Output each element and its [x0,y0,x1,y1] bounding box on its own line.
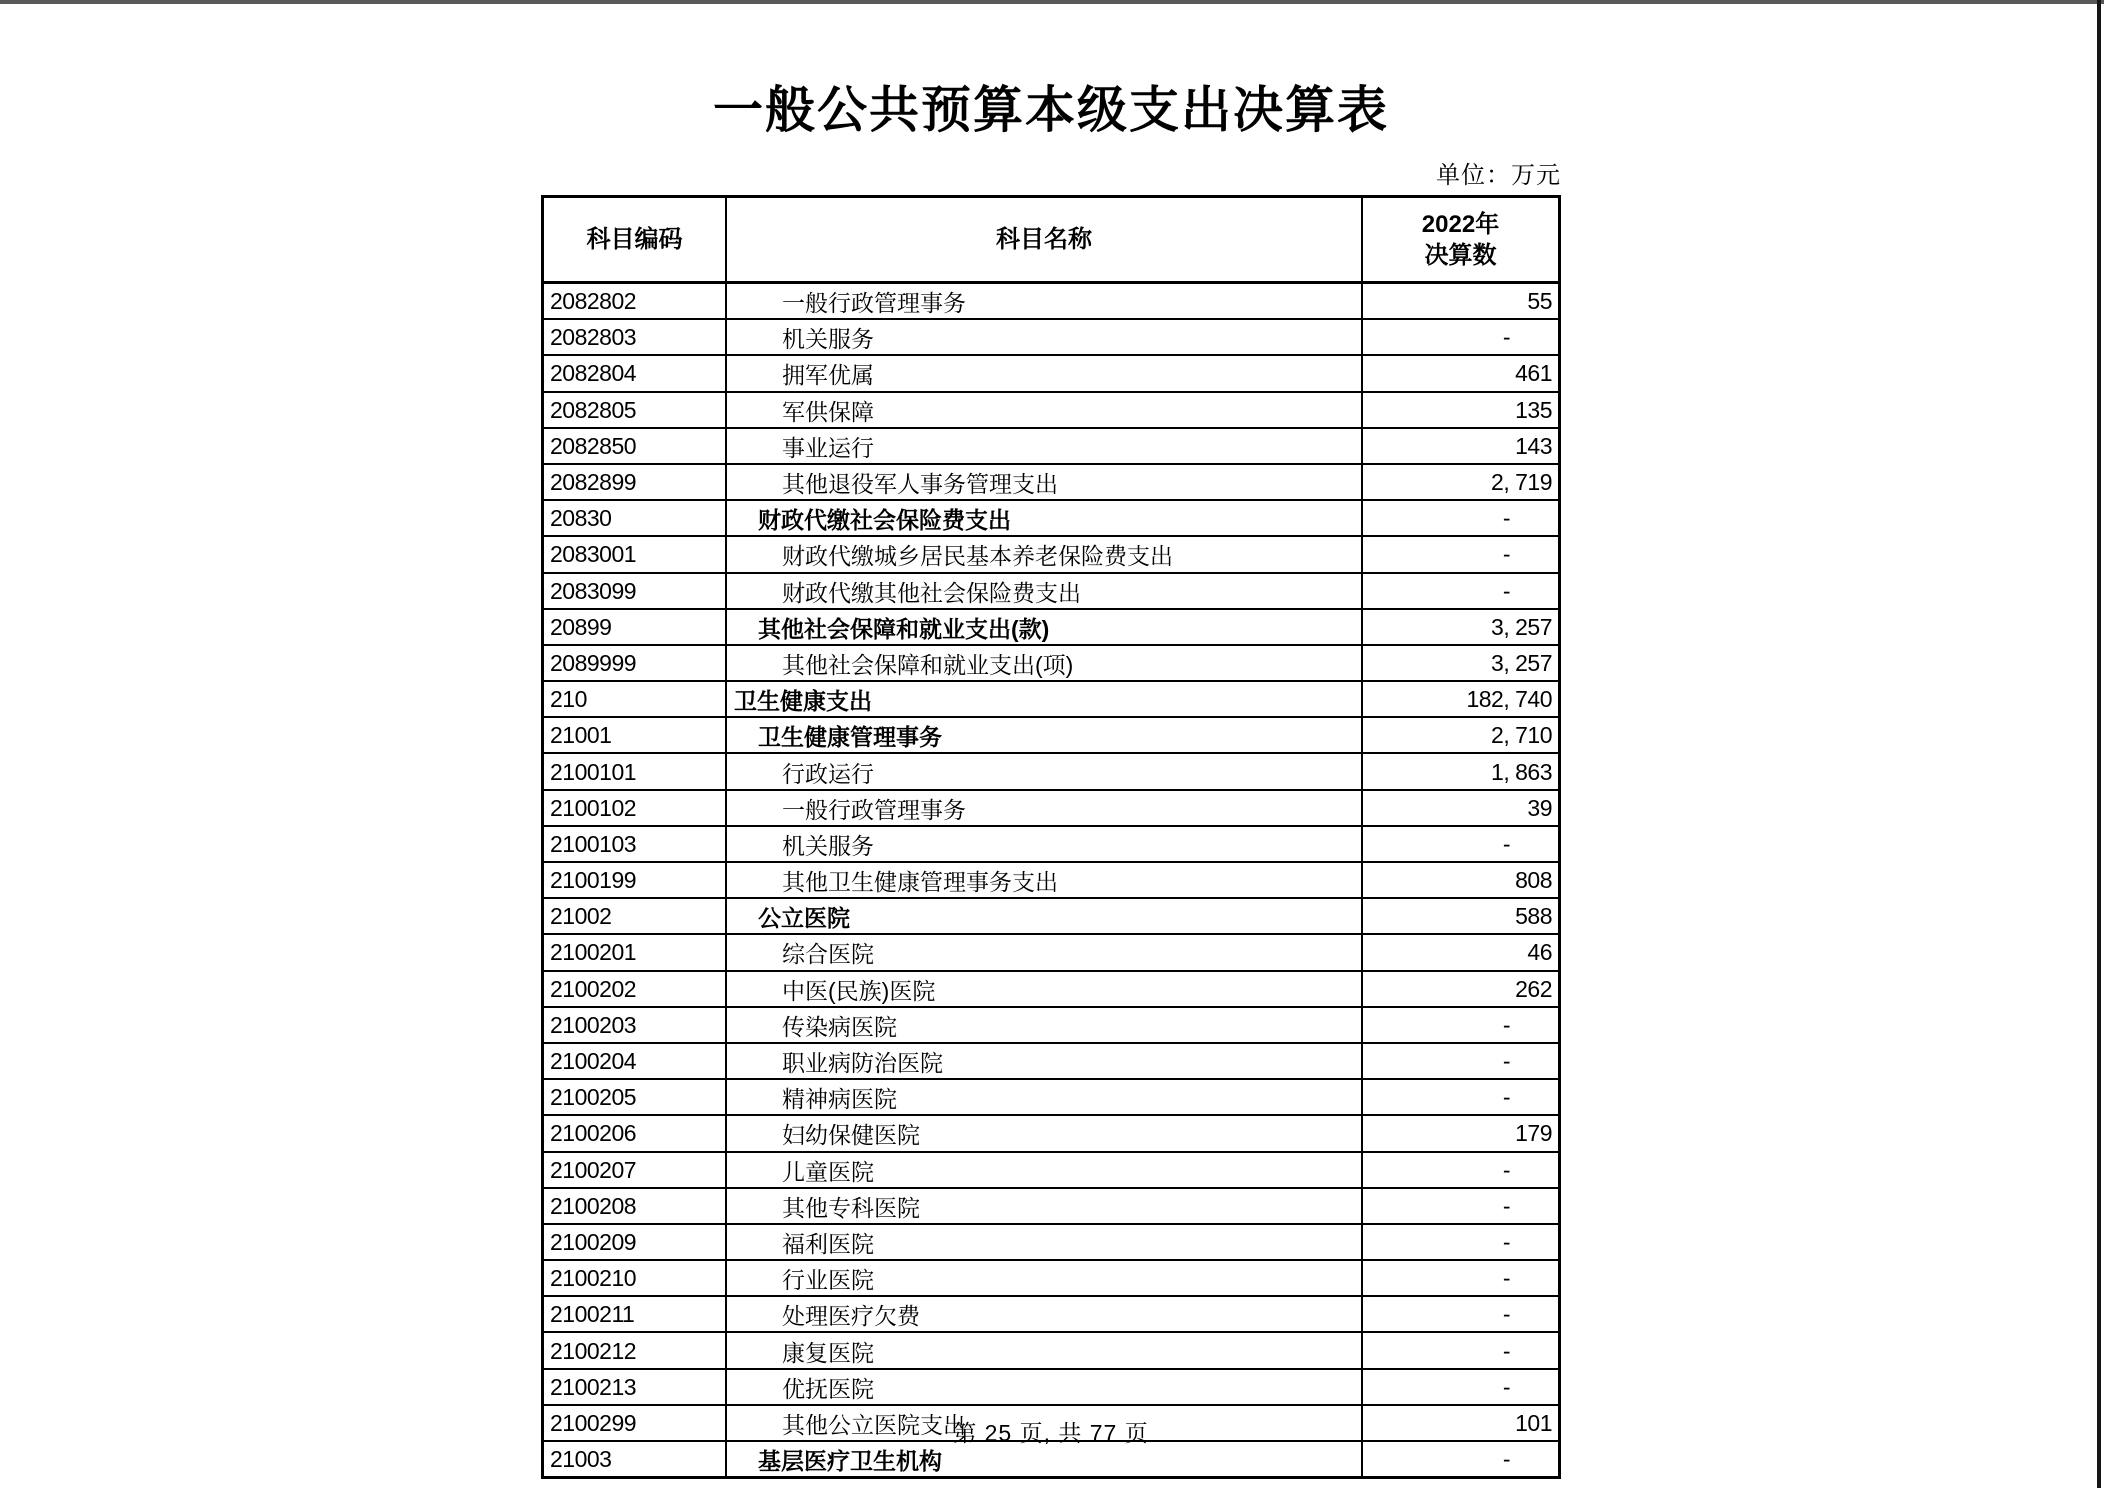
subject-code-cell: 2100209 [544,1225,727,1259]
table-body [544,284,1558,1476]
table-row [544,1225,1558,1261]
subject-name-cell: 其他退役军人事务管理支出 [727,465,1363,499]
amount-cell: - [1502,1192,1510,1219]
window-right-border [2097,0,2101,1488]
table-row [544,1370,1558,1406]
subject-code-cell: 2100102 [544,791,727,825]
amount-cell: 135 [1515,396,1552,423]
subject-code-cell: 2100203 [544,1008,727,1042]
subject-code-cell: 2100201 [544,935,727,969]
table-row [544,1297,1558,1333]
subject-name-cell: 其他社会保障和就业支出(项) [727,646,1363,680]
subject-name-cell: 拥军优属 [727,356,1363,390]
table-row [544,1008,1558,1044]
amount-cell: - [1502,1084,1510,1111]
table-row [544,356,1558,392]
subject-code-cell: 2082803 [544,320,727,354]
subject-name-cell: 职业病防治医院 [727,1044,1363,1078]
subject-name-cell: 行业医院 [727,1261,1363,1295]
amount-cell: - [1502,541,1510,568]
subject-name-cell: 事业运行 [727,429,1363,463]
subject-code-cell: 2083001 [544,537,727,571]
table-row [544,1261,1558,1297]
subject-code-cell: 2100211 [544,1297,727,1331]
table-row [544,501,1558,537]
subject-name-cell: 其他专科医院 [727,1189,1363,1223]
subject-code-cell: 2082804 [544,356,727,390]
subject-name-cell: 传染病医院 [727,1008,1363,1042]
subject-code-cell: 2100207 [544,1153,727,1187]
subject-name-cell: 军供保障 [727,393,1363,427]
subject-name-cell: 机关服务 [727,827,1363,861]
subject-name-cell: 康复医院 [727,1333,1363,1367]
subject-code-cell: 2100213 [544,1370,727,1404]
subject-name-cell: 卫生健康管理事务 [727,718,1363,752]
subject-name-cell: 综合医院 [727,935,1363,969]
amount-cell: - [1502,1446,1510,1473]
table-row [544,610,1558,646]
subject-name-cell: 行政运行 [727,754,1363,788]
amount-cell: 2, 719 [1491,469,1552,496]
amount-cell: 588 [1515,903,1552,930]
table-header-row [544,198,1558,284]
header-amount-label: 决算数 [1424,241,1497,269]
subject-code-cell: 2082850 [544,429,727,463]
subject-code-cell: 210 [544,682,727,716]
subject-name-cell: 精神病医院 [727,1080,1363,1114]
amount-cell: - [1502,577,1510,604]
subject-name-cell: 优抚医院 [727,1370,1363,1404]
amount-cell: 55 [1527,288,1552,315]
subject-code-cell: 2082802 [544,284,727,318]
subject-code-cell: 2100205 [544,1080,727,1114]
amount-cell: 2, 710 [1491,722,1552,749]
subject-code-cell: 2100210 [544,1261,727,1295]
subject-code-cell: 2100206 [544,1116,727,1150]
table-row [544,465,1558,501]
amount-cell: 3, 257 [1491,613,1552,640]
subject-code-cell: 2083099 [544,574,727,608]
subject-code-cell: 2100212 [544,1333,727,1367]
table-row [544,899,1558,935]
header-amount-year: 2022年 [1421,210,1500,238]
table-row [544,935,1558,971]
subject-code-cell: 2100103 [544,827,727,861]
subject-name-cell: 处理医疗欠费 [727,1297,1363,1331]
unit-label: 单位：万元 [1436,162,1561,189]
subject-name-cell: 财政代缴社会保险费支出 [727,501,1363,535]
table-row [544,429,1558,465]
table-row [544,863,1558,899]
amount-cell: 262 [1515,975,1552,1002]
subject-code-cell: 2089999 [544,646,727,680]
header-amount [1363,198,1558,281]
subject-code-cell: 2100199 [544,863,727,897]
amount-cell: 46 [1527,939,1552,966]
amount-cell: - [1502,1011,1510,1038]
subject-name-cell: 其他卫生健康管理事务支出 [727,863,1363,897]
header-subject-code [544,198,727,281]
amount-cell: - [1502,1265,1510,1292]
table-row [544,1116,1558,1152]
subject-name-cell: 妇幼保健医院 [727,1116,1363,1150]
table-row [544,574,1558,610]
subject-name-cell: 一般行政管理事务 [727,284,1363,318]
table-row [544,537,1558,573]
subject-code-cell: 21001 [544,718,727,752]
amount-cell: 808 [1515,867,1552,894]
table-row [544,393,1558,429]
amount-cell: 3, 257 [1491,649,1552,676]
table-row [544,1153,1558,1189]
subject-name-cell: 财政代缴其他社会保险费支出 [727,574,1363,608]
table-row [544,1189,1558,1225]
table-row [544,1044,1558,1080]
subject-name-cell: 儿童医院 [727,1153,1363,1187]
window-top-border [0,0,2104,4]
subject-name-cell: 其他公立医院支出 [727,1406,1363,1440]
table-row [544,791,1558,827]
subject-name-cell: 其他社会保障和就业支出(款) [727,610,1363,644]
table-row [544,754,1558,790]
table-row [544,284,1558,320]
subject-code-cell: 21002 [544,899,727,933]
amount-cell: - [1502,1228,1510,1255]
document-title: 一般公共预算本级支出决算表 [713,82,1389,138]
amount-cell: - [1502,1156,1510,1183]
table-row [544,718,1558,754]
subject-code-cell: 21003 [544,1442,727,1476]
amount-cell: 179 [1515,1120,1552,1147]
table-row [544,682,1558,718]
subject-name-cell: 一般行政管理事务 [727,791,1363,825]
amount-cell: - [1502,505,1510,532]
subject-name-cell: 福利医院 [727,1225,1363,1259]
amount-cell: 101 [1515,1409,1552,1436]
table-row [544,1333,1558,1369]
table-row [544,1080,1558,1116]
amount-cell: - [1502,1373,1510,1400]
subject-name-cell: 中医(民族)医院 [727,972,1363,1006]
subject-code-cell: 2100299 [544,1406,727,1440]
subject-code-cell: 20830 [544,501,727,535]
subject-name-cell: 基层医疗卫生机构 [727,1442,1363,1476]
page-number-footer: 第 25 页, 共 77 页 [953,1420,1149,1446]
subject-code-cell: 2082805 [544,393,727,427]
subject-code-cell: 20899 [544,610,727,644]
amount-cell: - [1502,830,1510,857]
amount-cell: 182, 740 [1466,686,1552,713]
subject-code-cell: 2100204 [544,1044,727,1078]
header-subject-name [727,198,1363,281]
amount-cell: - [1502,324,1510,351]
amount-cell: - [1502,1301,1510,1328]
amount-cell: 461 [1515,360,1552,387]
amount-cell: 1, 863 [1491,758,1552,785]
subject-code-cell: 2100202 [544,972,727,1006]
amount-cell: - [1502,1048,1510,1075]
subject-code-cell: 2100208 [544,1189,727,1223]
subject-name-cell: 公立医院 [727,899,1363,933]
subject-name-cell: 机关服务 [727,320,1363,354]
budget-table [541,195,1561,1479]
subject-code-cell: 2100101 [544,754,727,788]
subject-name-cell: 财政代缴城乡居民基本养老保险费支出 [727,537,1363,571]
subject-name-cell: 卫生健康支出 [727,682,1363,716]
table-row [544,320,1558,356]
header-subject-name-label: 科目名称 [996,226,1092,253]
table-row [544,827,1558,863]
table-row [544,646,1558,682]
subject-code-cell: 2082899 [544,465,727,499]
header-subject-code-label: 科目编码 [586,226,683,253]
amount-cell: 143 [1515,432,1552,459]
table-row [544,972,1558,1008]
amount-cell: 39 [1527,794,1552,821]
amount-cell: - [1502,1337,1510,1364]
